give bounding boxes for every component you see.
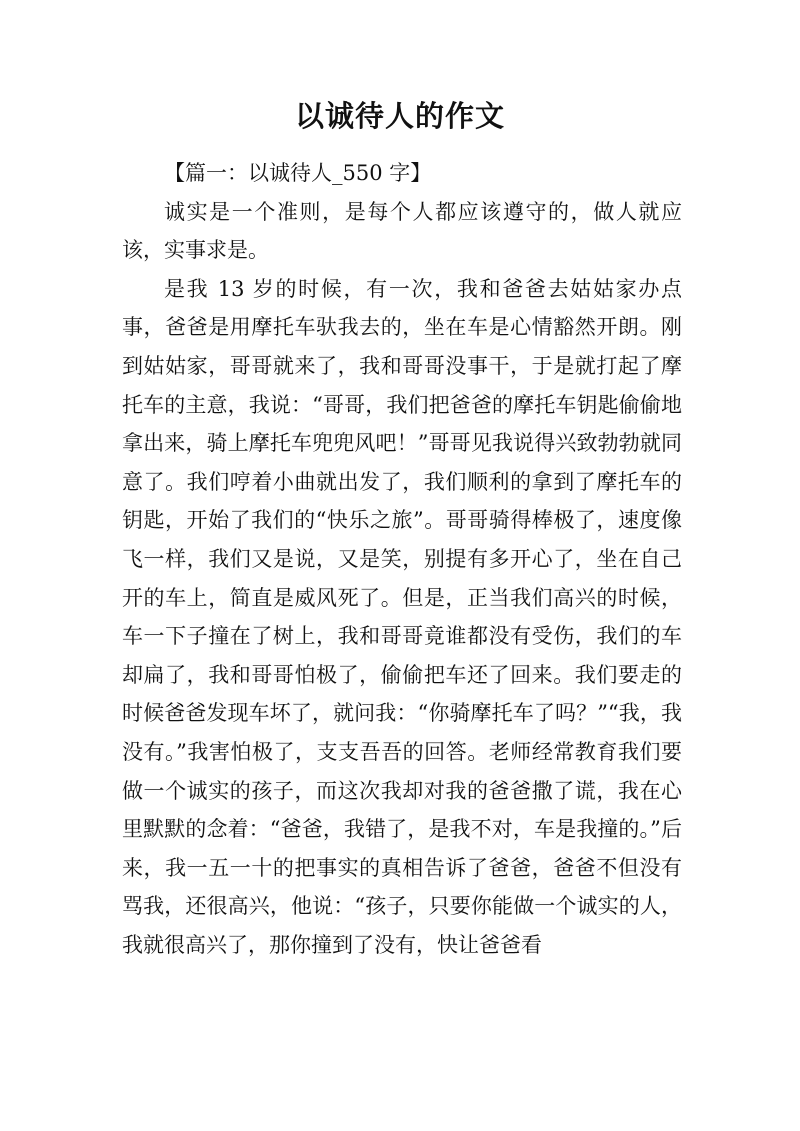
page-title: 以诚待人的作文	[294, 99, 505, 133]
section-heading: 【篇一：以诚待人_550 字】	[164, 161, 432, 185]
paragraph-story: 是我 13 岁的时候，有一次，我和爸爸去姑姑家办点事，爸爸是用摩托车驮我去的，坐在车是心情豁然开朗。刚到姑姑家，哥哥就来了，我和哥哥没事干，于是就打起了摩托车的主意，我说：“哥哥，我们把爸爸的摩托车钥匙偷偷地拿出来，骑上摩托车兜兜风吧！”哥哥见我说得兴致勃勃就同意了。我们哼着小曲就出发了，我们顺利的拿到了摩托车的钥匙，开始了我们的“快乐之旅”。哥哥骑得棒极了，速度像飞一样，我们又是说，又是笑，别提有多开心了，坐在自己开的车上，简直是威风死了。但是，正当我们高兴的时候，车一下子撞在了树上，我和哥哥竟谁都没有受伤，我们的车却扁了，我和哥哥怕极了，偷偷把车还了回来。我们要走的时候爸爸发现车坏了，就问我：“你骑摩托车了吗？”“我，我没有。”我害怕极了，支支吾吾的回答。老师经常教育我们要做一个诚实的孩子，而这次我却对我的爸爸撒了谎，我在心里默默的念着：“爸爸，我错了，是我不对，车是我撞的。”后来，我一五一十的把事实的真相告诉了爸爸，爸爸不但没有骂我，还很高兴，他说：“孩子，只要你能做一个诚实的人，我就很高兴了，那你撞到了没有，快让爸爸看	[122, 276, 682, 957]
document-body	[122, 154, 682, 964]
paragraph-intro: 诚实是一个准则，是每个人都应该遵守的，做人就应该，实事求是。	[122, 199, 682, 263]
